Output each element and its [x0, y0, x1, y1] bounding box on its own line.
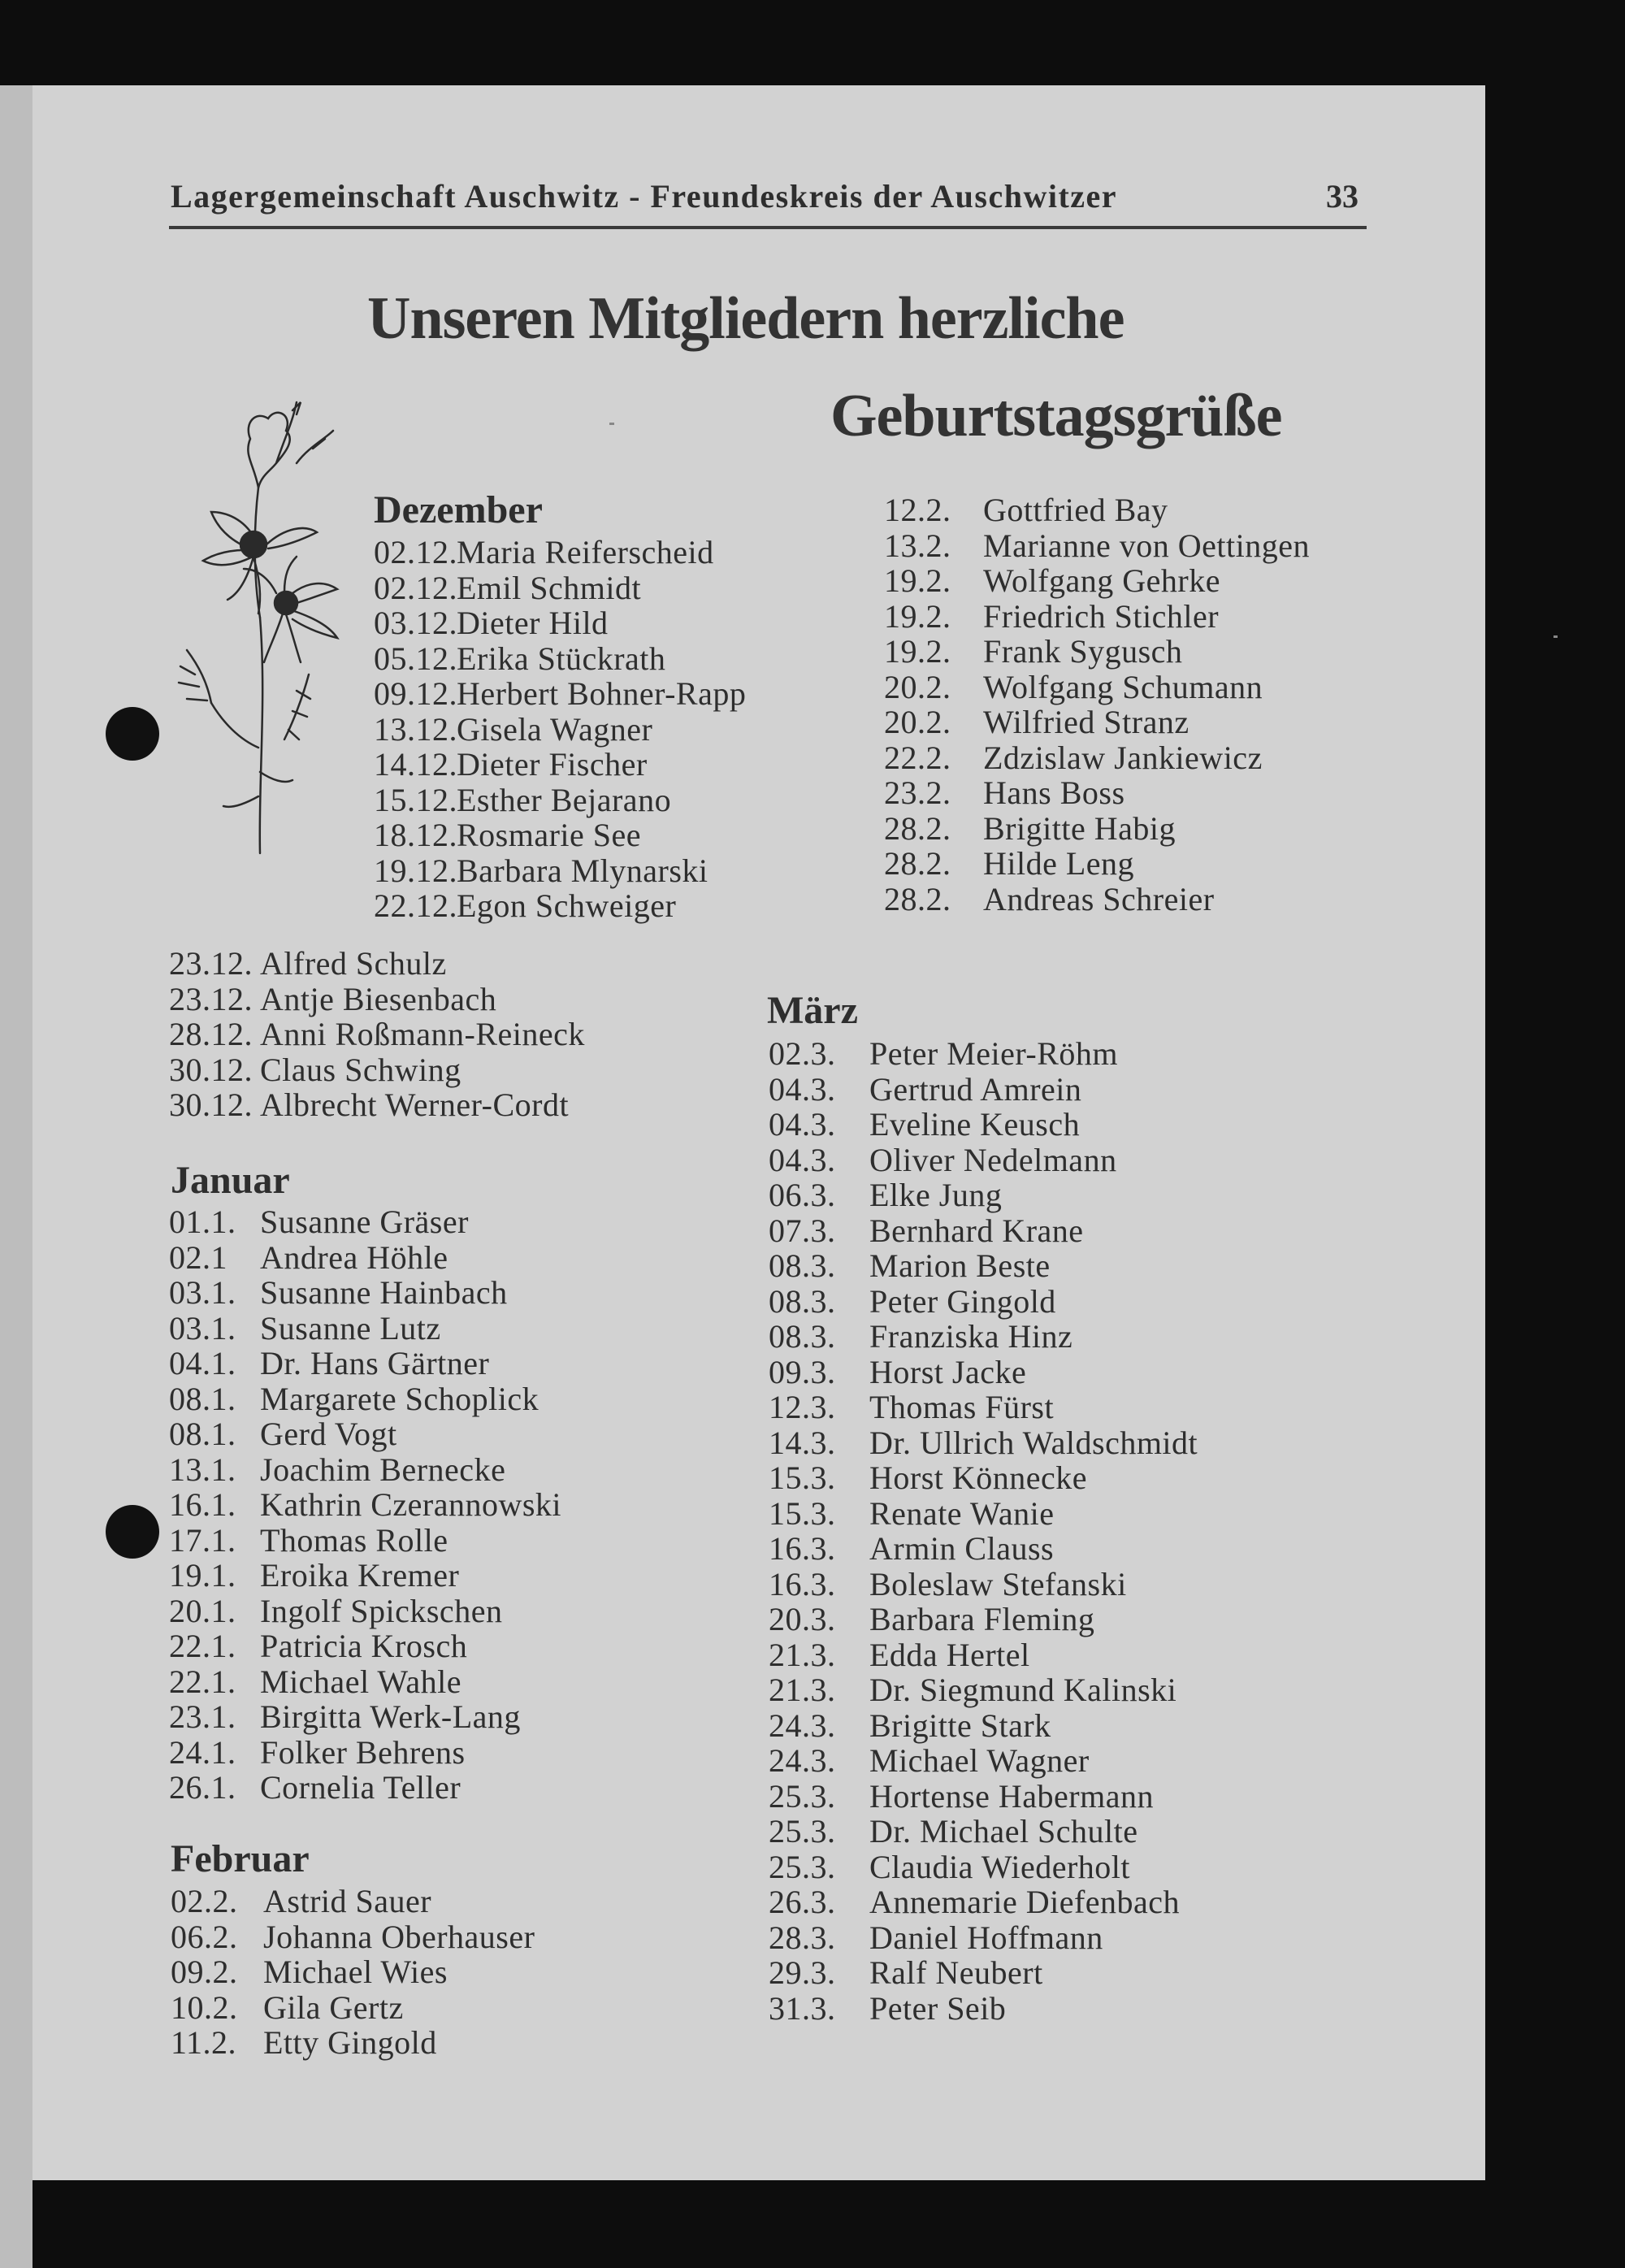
list-item: [169, 1240, 561, 1276]
punch-hole: [106, 707, 159, 761]
list-item: [769, 1602, 1198, 1637]
entry-name: Michael Wahle: [260, 1663, 462, 1700]
entry-date: 09.2.: [171, 1954, 238, 1990]
headline-line-2: Geburtstagsgrüße: [830, 383, 1282, 449]
entry-name: Barbara Mlynarski: [457, 852, 708, 889]
list-item: [169, 1275, 561, 1311]
list-item: [169, 946, 585, 982]
entry-date: 14.3.: [769, 1424, 836, 1461]
entry-name: Bernhard Krane: [869, 1212, 1084, 1249]
entry-name: Dieter Fischer: [457, 746, 648, 783]
list-item: [169, 1017, 585, 1052]
entry-date: 19.1.: [169, 1557, 236, 1594]
list-item: [769, 1319, 1198, 1355]
dezember-list-continued: [169, 946, 585, 1123]
entry-name: Boleslaw Stefanski: [869, 1565, 1127, 1602]
print-speck: [1554, 635, 1558, 638]
entry-name: Claus Schwing: [260, 1051, 462, 1088]
list-item: [769, 1955, 1198, 1991]
list-item: [374, 570, 746, 606]
entry-name: Daniel Hoffmann: [869, 1919, 1103, 1956]
entry-name: Hilde Leng: [983, 845, 1135, 882]
previous-page-edge: [0, 85, 32, 2268]
entry-name: Susanne Lutz: [260, 1309, 441, 1346]
entry-name: Dieter Hild: [457, 605, 609, 641]
entry-date: 15.3.: [769, 1459, 836, 1496]
entry-name: Egon Schweiger: [457, 887, 677, 924]
entry-date: 04.3.: [769, 1141, 836, 1178]
section-title-januar: Januar: [171, 1159, 290, 1202]
print-speck: [609, 423, 614, 425]
entry-date: 24.3.: [769, 1742, 836, 1779]
entry-name: Marion Beste: [869, 1247, 1051, 1284]
list-item: [769, 1920, 1198, 1956]
entry-name: Peter Meier-Röhm: [869, 1035, 1119, 1072]
list-item: [769, 1072, 1198, 1108]
januar-list: [169, 1204, 561, 1806]
entry-name: Wilfried Stranz: [983, 704, 1190, 740]
entry-date: 20.1.: [169, 1592, 236, 1629]
februar-list: [171, 1884, 535, 2061]
entry-date: 28.2.: [884, 845, 951, 882]
entry-name: Brigitte Stark: [869, 1706, 1051, 1744]
list-item: [169, 1416, 561, 1452]
list-item: [884, 634, 1310, 670]
list-item: [769, 1107, 1198, 1143]
entry-name: Wolfgang Schumann: [983, 668, 1263, 705]
list-item: [769, 1991, 1198, 2027]
entry-name: Armin Clauss: [869, 1530, 1055, 1567]
entry-date: 02.12.: [374, 569, 457, 606]
entry-name: Andrea Höhle: [260, 1238, 448, 1276]
list-item: [884, 775, 1310, 811]
list-item: [169, 1735, 561, 1771]
entry-date: 09.3.: [769, 1353, 836, 1390]
entry-date: 03.1.: [169, 1309, 236, 1346]
list-item: [171, 1919, 535, 1955]
list-item: [169, 1452, 561, 1488]
entry-name: Gisela Wagner: [457, 710, 653, 748]
entry-date: 23.2.: [884, 774, 951, 811]
entry-date: 26.1.: [169, 1769, 236, 1806]
list-item: [769, 1531, 1198, 1567]
entry-name: Marianne von Oettingen: [983, 527, 1310, 564]
entry-date: 08.3.: [769, 1247, 836, 1284]
list-item: [169, 1523, 561, 1559]
list-item: [769, 1177, 1198, 1213]
entry-name: Thomas Rolle: [260, 1521, 448, 1559]
entry-date: 13.12.: [374, 710, 457, 748]
entry-date: 31.3.: [769, 1989, 836, 2027]
entry-date: 24.1.: [169, 1733, 236, 1771]
list-item: [769, 1814, 1198, 1850]
list-item: [169, 1204, 561, 1240]
entry-name: Dr. Ullrich Waldschmidt: [869, 1424, 1198, 1461]
punch-hole: [106, 1505, 159, 1559]
entry-name: Susanne Gräser: [260, 1203, 469, 1240]
entry-name: Birgitta Werk-Lang: [260, 1698, 521, 1735]
entry-date: 20.2.: [884, 668, 951, 705]
list-item: [769, 1036, 1198, 1072]
section-title-dezember: Dezember: [374, 488, 543, 531]
maerz-list: [769, 1036, 1198, 2026]
entry-name: Patricia Krosch: [260, 1628, 468, 1664]
entry-date: 04.3.: [769, 1070, 836, 1108]
list-item: [884, 599, 1310, 635]
list-item: [169, 1311, 561, 1346]
entry-date: 09.12.: [374, 675, 457, 712]
headline-line-1: Unseren Mitgliedern herzliche: [367, 285, 1124, 352]
entry-date: 25.3.: [769, 1813, 836, 1850]
entry-date: 30.12.: [169, 1051, 253, 1088]
list-item: [374, 783, 746, 818]
list-item: [884, 740, 1310, 776]
entry-date: 28.2.: [884, 880, 951, 917]
list-item: [374, 747, 746, 783]
entry-date: 01.1.: [169, 1203, 236, 1240]
entry-name: Margarete Schoplick: [260, 1380, 540, 1417]
list-item: [769, 1779, 1198, 1815]
entry-name: Barbara Fleming: [869, 1601, 1095, 1637]
entry-date: 21.3.: [769, 1672, 836, 1708]
entry-name: Dr. Hans Gärtner: [260, 1345, 490, 1381]
list-item: [884, 882, 1310, 917]
entry-name: Michael Wies: [263, 1954, 448, 1990]
list-item: [169, 1052, 585, 1088]
entry-date: 11.2.: [171, 2024, 237, 2061]
entry-date: 12.2.: [884, 492, 951, 528]
entry-date: 16.3.: [769, 1565, 836, 1602]
list-item: [169, 1594, 561, 1629]
februar-list-continued: [884, 492, 1310, 917]
entry-name: Elke Jung: [869, 1177, 1003, 1213]
entry-date: 02.2.: [171, 1883, 238, 1919]
entry-date: 16.3.: [769, 1530, 836, 1567]
entry-date: 28.12.: [169, 1016, 253, 1052]
entry-date: 20.2.: [884, 704, 951, 740]
entry-date: 25.3.: [769, 1848, 836, 1885]
entry-date: 12.3.: [769, 1389, 836, 1425]
list-item: [769, 1143, 1198, 1178]
list-item: [169, 1664, 561, 1700]
entry-name: Eroika Kremer: [260, 1557, 460, 1594]
page-number: 33: [1326, 178, 1358, 215]
list-item: [169, 1770, 561, 1806]
entry-date: 28.3.: [769, 1919, 836, 1956]
entry-name: Erika Stückrath: [457, 640, 666, 677]
list-item: [884, 563, 1310, 599]
list-item: [769, 1284, 1198, 1320]
entry-date: 04.1.: [169, 1345, 236, 1381]
running-header-title: Lagergemeinschaft Auschwitz - Freundeskreis der Auschwitzer: [171, 178, 1118, 215]
entry-name: Oliver Nedelmann: [869, 1141, 1117, 1178]
entry-date: 24.3.: [769, 1706, 836, 1744]
list-item: [769, 1460, 1198, 1496]
entry-name: Zdzislaw Jankiewicz: [983, 739, 1263, 776]
entry-name: Astrid Sauer: [263, 1883, 432, 1919]
entry-date: 18.12.: [374, 817, 457, 853]
list-item: [769, 1355, 1198, 1390]
list-item: [169, 982, 585, 1017]
entry-date: 05.12.: [374, 640, 457, 677]
list-item: [374, 712, 746, 748]
entry-name: Folker Behrens: [260, 1733, 466, 1771]
entry-date: 19.2.: [884, 633, 951, 670]
entry-date: 06.3.: [769, 1177, 836, 1213]
entry-name: Dr. Siegmund Kalinski: [869, 1672, 1177, 1708]
entry-name: Edda Hertel: [869, 1636, 1030, 1673]
entry-name: Gerd Vogt: [260, 1416, 397, 1452]
list-item: [374, 817, 746, 853]
entry-date: 29.3.: [769, 1954, 836, 1991]
list-item: [769, 1743, 1198, 1779]
entry-name: Herbert Bohner-Rapp: [457, 675, 747, 712]
entry-date: 04.3.: [769, 1106, 836, 1143]
entry-name: Kathrin Czerannowski: [260, 1486, 562, 1523]
entry-name: Gila Gertz: [263, 1988, 404, 2026]
entry-name: Emil Schmidt: [457, 569, 642, 606]
entry-name: Claudia Wiederholt: [869, 1848, 1131, 1885]
entry-date: 02.3.: [769, 1035, 836, 1072]
list-item: [884, 705, 1310, 740]
entry-date: 25.3.: [769, 1777, 836, 1815]
entry-date: 23.12.: [169, 945, 253, 982]
list-item: [171, 1990, 535, 2026]
list-item: [884, 670, 1310, 705]
entry-name: Johanna Oberhauser: [263, 1918, 535, 1955]
list-item: [769, 1425, 1198, 1461]
entry-name: Cornelia Teller: [260, 1769, 462, 1806]
entry-date: 07.3.: [769, 1212, 836, 1249]
entry-name: Hortense Habermann: [869, 1777, 1154, 1815]
entry-name: Joachim Bernecke: [260, 1451, 506, 1488]
entry-name: Dr. Michael Schulte: [869, 1813, 1138, 1850]
entry-date: 08.1.: [169, 1416, 236, 1452]
entry-date: 13.2.: [884, 527, 951, 564]
entry-name: Annemarie Diefenbach: [869, 1884, 1181, 1920]
entry-date: 08.1.: [169, 1380, 236, 1417]
list-item: [169, 1487, 561, 1523]
entry-date: 08.3.: [769, 1282, 836, 1320]
entry-date: 06.2.: [171, 1918, 238, 1955]
entry-date: 21.3.: [769, 1636, 836, 1673]
entry-date: 03.12.: [374, 605, 457, 641]
list-item: [169, 1628, 561, 1664]
list-item: [169, 1087, 585, 1123]
entry-date: 14.12.: [374, 746, 457, 783]
list-item: [171, 1884, 535, 1919]
entry-date: 26.3.: [769, 1884, 836, 1920]
header-rule: [169, 226, 1367, 229]
entry-date: 15.3.: [769, 1494, 836, 1532]
entry-name: Etty Gingold: [263, 2024, 437, 2061]
list-item: [171, 1954, 535, 1990]
entry-name: Ingolf Spickschen: [260, 1592, 503, 1629]
entry-name: Horst Jacke: [869, 1353, 1027, 1390]
entry-date: 22.2.: [884, 739, 951, 776]
list-item: [769, 1850, 1198, 1885]
entry-date: 22.12.: [374, 887, 457, 924]
list-item: [769, 1213, 1198, 1249]
list-item: [769, 1708, 1198, 1744]
section-title-februar: Februar: [171, 1837, 310, 1880]
list-item: [169, 1699, 561, 1735]
entry-date: 08.3.: [769, 1318, 836, 1355]
list-item: [769, 1390, 1198, 1425]
list-item: [171, 2025, 535, 2061]
list-item: [374, 535, 746, 570]
entry-name: Esther Bejarano: [457, 781, 672, 818]
list-item: [374, 888, 746, 924]
list-item: [769, 1884, 1198, 1920]
list-item: [884, 528, 1310, 564]
list-item: [884, 811, 1310, 847]
entry-date: 19.2.: [884, 562, 951, 599]
list-item: [769, 1567, 1198, 1602]
entry-date: 17.1.: [169, 1521, 236, 1559]
entry-name: Maria Reiferscheid: [457, 534, 714, 570]
entry-date: 16.1.: [169, 1486, 236, 1523]
entry-name: Renate Wanie: [869, 1494, 1055, 1532]
list-item: [169, 1381, 561, 1417]
entry-name: Frank Sygusch: [983, 633, 1183, 670]
entry-name: Brigitte Habig: [983, 809, 1176, 847]
entry-date: 10.2.: [171, 1988, 238, 2026]
list-item: [884, 846, 1310, 882]
entry-name: Alfred Schulz: [260, 945, 447, 982]
entry-name: Wolfgang Gehrke: [983, 562, 1220, 599]
list-item: [769, 1496, 1198, 1532]
entry-date: 20.3.: [769, 1601, 836, 1637]
entry-name: Andreas Schreier: [983, 880, 1215, 917]
entry-name: Ralf Neubert: [869, 1954, 1043, 1991]
entry-name: Anni Roßmann-Reineck: [260, 1016, 585, 1052]
entry-date: 19.2.: [884, 597, 951, 635]
entry-date: 19.12.: [374, 852, 457, 889]
entry-name: Peter Seib: [869, 1989, 1007, 2027]
entry-name: Franziska Hinz: [869, 1318, 1073, 1355]
entry-name: Hans Boss: [983, 774, 1125, 811]
entry-date: 02.12.: [374, 534, 457, 570]
list-item: [169, 1346, 561, 1381]
list-item: [374, 853, 746, 889]
entry-date: 13.1.: [169, 1451, 236, 1488]
entry-name: Gottfried Bay: [983, 492, 1168, 528]
list-item: [169, 1558, 561, 1594]
entry-date: 23.1.: [169, 1698, 236, 1735]
entry-date: 02.1: [169, 1238, 228, 1276]
entry-name: Gertrud Amrein: [869, 1070, 1082, 1108]
entry-name: Antje Biesenbach: [260, 980, 497, 1017]
entry-name: Thomas Fürst: [869, 1389, 1055, 1425]
entry-name: Peter Gingold: [869, 1282, 1056, 1320]
entry-name: Friedrich Stichler: [983, 597, 1220, 635]
entry-name: Eveline Keusch: [869, 1106, 1081, 1143]
list-item: [769, 1248, 1198, 1284]
entry-date: 30.12.: [169, 1086, 253, 1123]
entry-date: 28.2.: [884, 809, 951, 847]
list-item: [769, 1672, 1198, 1708]
list-item: [374, 605, 746, 641]
list-item: [884, 492, 1310, 528]
dezember-list: [374, 535, 746, 924]
entry-name: Horst Könnecke: [869, 1459, 1088, 1496]
entry-date: 03.1.: [169, 1274, 236, 1311]
entry-date: 23.12.: [169, 980, 253, 1017]
list-item: [374, 641, 746, 677]
section-title-maerz: März: [767, 989, 858, 1032]
entry-name: Michael Wagner: [869, 1742, 1090, 1779]
entry-date: 15.12.: [374, 781, 457, 818]
entry-name: Rosmarie See: [457, 817, 642, 853]
list-item: [769, 1637, 1198, 1673]
flower-illustration-icon: [162, 390, 374, 861]
entry-date: 22.1.: [169, 1628, 236, 1664]
entry-name: Albrecht Werner-Cordt: [260, 1086, 570, 1123]
entry-name: Susanne Hainbach: [260, 1274, 508, 1311]
entry-date: 22.1.: [169, 1663, 236, 1700]
list-item: [374, 676, 746, 712]
